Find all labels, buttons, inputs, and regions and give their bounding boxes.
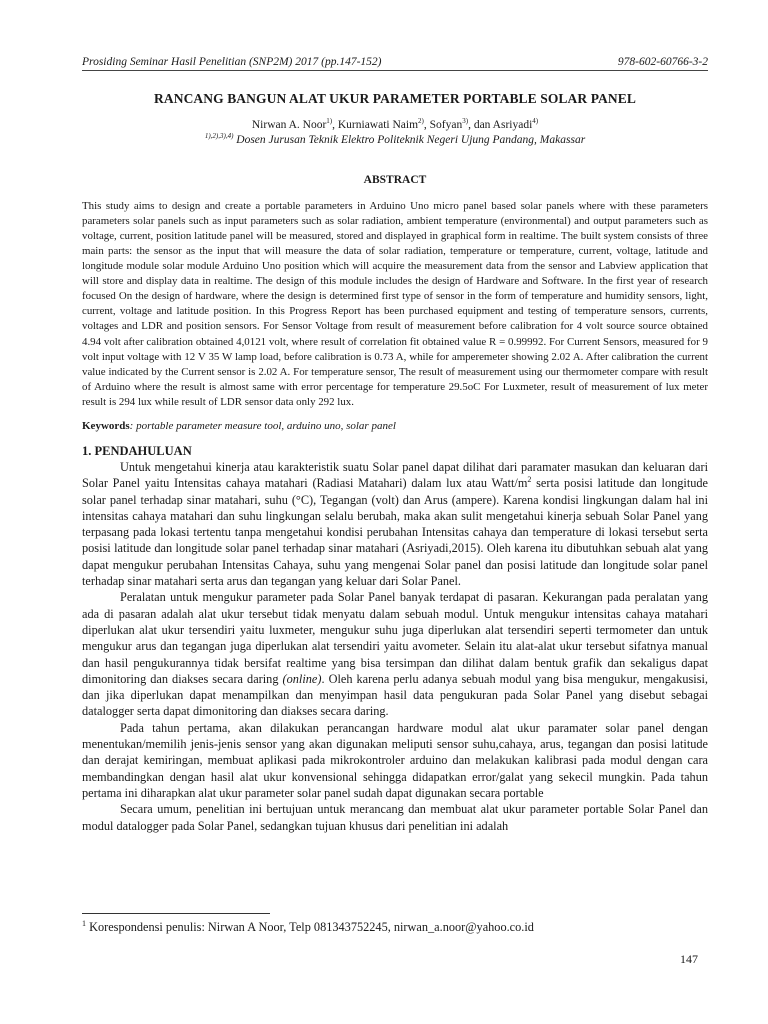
footnote-divider [82, 913, 270, 914]
paragraph-1-part-b: serta posisi latitude dan longitude solar panel terhadap sinar matahari, suhu (°C), Tegangan (volt) dan Arus (ampere). Karena kondisi lingkungan dalam hal ini intensitas cahaya matahari dan suhu lingkungan selalu berubah, maka akan sulit mengetahui kinerja sebuah Solar Panel yang terpasang pada lokasi tertentu tanpa mengetahui kondisi perubahan Intensitas cahaya dan temperature di lokasi tersebut serta posisi latitude dan longitude solar panel terhadap sinar matahari (Asriyadi,2015). Oleh karena itu dibutuhkan sebuah alat yang dapat mengukur perubahan Intensitas Cahaya, suhu yang mengenai Solar panel dan posisi latitude dan longitude solar panel terhadap sinar matahari serta arus dan tegangan yang keluar dari Solar Panel. [82, 476, 708, 589]
author-list [82, 117, 708, 131]
paper-title: RANCANG BANGUN ALAT UKUR PARAMETER PORTABLE SOLAR PANEL [154, 91, 636, 106]
footnote-mark: 1 [82, 919, 86, 928]
running-header [82, 56, 708, 71]
body-text [82, 459, 708, 834]
footnote [82, 919, 534, 935]
footnote-text: Korespondensi penulis: Nirwan A Noor, Telp 081343752245, nirwan_a.noor@yahoo.co.id [86, 920, 534, 935]
page-number: 147 [680, 952, 698, 966]
section-heading: 1. PENDAHULUAN [82, 443, 192, 458]
paragraph-1-part-a: Untuk mengetahui kinerja atau karakteristik suatu Solar panel dapat dilihat dari paramater masukan dan keluaran dari Solar Panel yaitu Intensitas cahaya matahari (Radiasi Matahari) dalam lux atau Watt/m [82, 459, 708, 491]
paragraph-1-superscript: 2 [527, 475, 532, 485]
keywords [82, 420, 708, 432]
author-4-mark: 4) [532, 117, 539, 125]
keywords-text: : portable parameter measure tool, arduino uno, solar panel [129, 419, 396, 432]
paragraph-1 [82, 459, 708, 589]
author-3-mark: 3) [462, 117, 469, 125]
keywords-label: Keywords [82, 419, 130, 432]
paragraph-4: Secara umum, penelitian ini bertujuan untuk merancang dan membuat alat ukur parameter portable Solar Panel dan modul datalogger pada Solar Panel, sedangkan tujuan khusus dari penelitian ini adalah [82, 802, 708, 833]
paragraph-2-italic: (online) [282, 671, 322, 686]
paper-page [82, 56, 708, 834]
author-1: Nirwan A. Noor [251, 118, 327, 131]
affiliation-text: Dosen Jurusan Teknik Elektro Politeknik Negeri Ujung Pandang, Makassar [233, 133, 586, 146]
author-1-mark: 1) [326, 117, 333, 125]
abstract-text: This study aims to design and create a portable parameters in Arduino Uno micro panel based solar panels where with these parameters parameters solar panels such as input parameters such as solar radiation, ambient temperature (environmental) and output parameters such as voltage, current, position latitude panel will be measured, stored and displayed in graphical form in realtime. The built system consists of three main parts: the sensor as the input that will measure the data of solar radiation, temperature or temperature, current, voltage, latitude and longitude module solar module Arduino Uno position which will acquire the measurement data from the sensor and Labview application that will store and display data in realtime. The design of this module includes the design of Hardware and Software. In the first year of research focused On the design of hardware, where the design is determined first type of sensor in the form of temperature and humidity sensors, light, current, voltage and latitude position. In this Progress Report has been purchased equipment and testing of temperature sensors, currents, voltages and LDR and position sensors. For Sensor Voltage from result of measurement before calibration for 4 volt source source obtained 4.94 volt after calibration obtained 4,0121 volt, where result of correlation fit obtained value R = 0.99992. For Current Sensors, measured for 9 volt input voltage with 12 V 35 W lamp load, before calibration is 0.73 A, while for amperemeter showing 2.02 A. After calibration the current value indicated by the Current sensor is 2.02 A. For temperature sensor, The result of measurement using our thermometer compare with result of Arduino where the result is almost same with error percentage for temperature 29.5oC For Luxmeter, result of measurement of lux meter result is 294 lux while result of LDR sensor data only 292 lux. [82, 199, 708, 408]
author-2-mark: 2) [418, 117, 424, 125]
abstract-heading: ABSTRACT [363, 173, 427, 186]
paragraph-2 [82, 589, 708, 719]
paragraph-3: Pada tahun pertama, akan dilakukan perancangan hardware modul alat ukur paramater solar panel dengan menentukan/memilih jenis-jenis sensor yang akan digunakan meliputi sensor suhu,cahaya, arus, tegangan dan posisi latitude dan derajat kemiringan, membuat aplikasi pada mikrokontroler arduino dan melakukan kalibrasi pada modul dengan cara membandingkan dengan hasil alat ukur konvensional sehingga didapatkan error/galat yang sekecil mungkin. Pada tahun pertama ini diharapkan alat ukur parameter solar panel sudah dapat digunakan secara portable [82, 720, 708, 800]
paragraph-2-part-a: Peralatan untuk mengukur parameter pada Solar Panel banyak terdapat di pasaran. Kekurangan pada peralatan yang ada di pasaran adalah alat ukur tersebut tidak menyatu dalam sebuah modul. Untuk mengukur intensitas cahaya matahari diperlukan alat ukur tersendiri yaitu luxmeter, mengukur suhu juga diperlukan alat tersendiri seperti termometer dan untuk mengukur arus dan tegangan juga diperlukan alat tersendiri yaitu avometer. Selain itu alat-alat ukur tersebut sifatnya manual dan hasil pengukurannya tidak bersifat realtime yang bisa tersimpan dan dilihat dalam bentuk grafik dan sekaligus dapat dimonitoring dan diakses secara daring [82, 590, 708, 686]
author-3: , Sofyan [423, 118, 463, 131]
paragraph-2-part-b: . Oleh karena perlu adanya sebuah modul yang bisa mengukur, mengakusisi, dan jika diperlukan dapat menampilkan dan menyimpan hasil data pengukuran pada Solar Panel yang disebut sebagai datalogger serta dapat dimonitoring dan diakses secara daring. [82, 671, 708, 719]
author-2: , Kurniawati Naim [332, 118, 419, 131]
affiliation-marks: 1),2),3),4) [204, 131, 234, 140]
header-proceedings: Prosiding Seminar Hasil Penelitian (SNP2M) 2017 (pp.147-152) [82, 56, 382, 68]
author-4: , dan Asriyadi [468, 118, 533, 131]
header-isbn: 978-602-60766-3-2 [617, 56, 708, 68]
affiliation [82, 132, 708, 146]
